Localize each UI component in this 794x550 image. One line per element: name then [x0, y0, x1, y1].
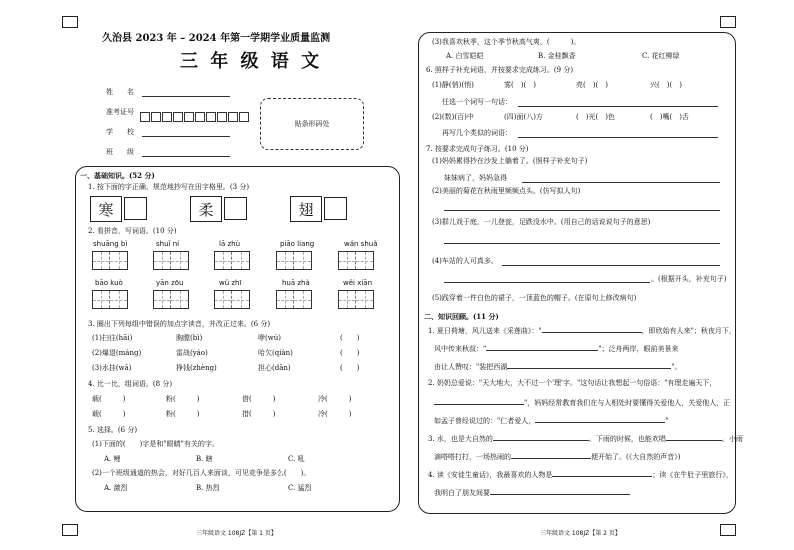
answer-line[interactable]: [444, 210, 720, 211]
k3-text: 3. 水，也是大自然的 。下雨的时候，也能欢唱 。小雨: [428, 435, 743, 443]
page-footer: 三年级语文 108JZ【第 1 页】: [196, 530, 277, 537]
q4-item[interactable]: 载( ): [92, 410, 126, 418]
k4-text: 4. 读《安徒生童话》，我最喜欢的人物是 ；读《在牛肚子里旅行》，: [428, 471, 733, 479]
pinyin-label: piāo liang: [280, 240, 315, 248]
k4-text: 我明白了朋友间要: [434, 487, 630, 498]
q4-item[interactable]: 措( ): [242, 410, 276, 418]
q5-sub1: (1)下面的( )字是和"眼睛"有关的字。: [92, 440, 219, 448]
q3-answer[interactable]: ( ): [340, 349, 360, 357]
q3-item: 雷战(yáo): [176, 349, 208, 357]
k1-text: 1. 夏日荷塘，风儿送来《采莲曲》：" ，即欣始有人来"；秋夜月下，: [428, 327, 736, 335]
pinyin-writing-grid[interactable]: [153, 251, 189, 270]
registration-mark: [62, 16, 78, 28]
q6-item: (2)(数)(百)中: [432, 113, 474, 121]
q4-item[interactable]: 冷( ): [318, 410, 352, 418]
registration-mark: [720, 524, 736, 536]
option[interactable]: C. 吼: [288, 455, 305, 463]
write-box[interactable]: [324, 197, 347, 220]
q3-item: (3)水挂(wā): [92, 364, 132, 372]
exam-id-label: 准考证号: [106, 108, 134, 116]
answer-line[interactable]: [518, 137, 718, 138]
school-label: 学 校: [106, 128, 134, 136]
q2-prompt: 2. 看拼音，写词语。(10 分): [88, 227, 177, 235]
q4-item[interactable]: 冷( ): [318, 395, 352, 403]
option[interactable]: A. 白雪皑皑: [446, 52, 484, 60]
model-char-box: 寒: [90, 196, 122, 222]
exam-subtitle: 久治县 2023 年 – 2024 年第一学期学业质量监测: [102, 33, 331, 44]
q3-prompt: 3. 圈出下列每组中错误的加点字读音，并改正过来。(6 分): [88, 320, 271, 328]
answer-line[interactable]: [518, 106, 718, 107]
class-label: 班 级: [106, 148, 134, 156]
q3-item: 咿(wú): [258, 334, 281, 342]
model-char-box: 翅: [290, 196, 322, 222]
q7-sub: (3)群儿戏于庭，一儿登瓮，足跌没水中。(用自己的话说说句子的意思): [432, 218, 651, 226]
pinyin-label: wěi xiān: [343, 279, 373, 287]
pinyin-writing-grid[interactable]: [214, 251, 250, 270]
pinyin-label: wǔ zhī: [219, 279, 242, 287]
option[interactable]: B. 热烈: [196, 484, 220, 492]
barcode-area: 贴条形码处: [260, 98, 364, 150]
k1-text: 由让人赞叹："装把西湖 "。: [434, 363, 682, 371]
q3-answer[interactable]: ( ): [340, 334, 360, 342]
registration-mark: [62, 524, 78, 536]
answer-line[interactable]: [444, 243, 720, 244]
pinyin-writing-grid[interactable]: [276, 290, 312, 309]
option[interactable]: B. 瞎: [196, 455, 213, 463]
q6-item[interactable]: 亮( )( ): [576, 81, 608, 89]
pinyin-writing-grid[interactable]: [214, 290, 250, 309]
q7-sub: (5)践穿着一件白色的裙子，一顶蓝色的帽子。(在原句上修改病句): [432, 294, 637, 302]
section1-heading: 一、基础知识。(52 分): [80, 171, 155, 180]
q6-item: (四)面(八)方: [504, 113, 543, 121]
q4-item[interactable]: 粉( ): [166, 395, 200, 403]
k2-text: 如孟子曾经说过的："仁者爱人， ": [434, 417, 669, 425]
q4-prompt: 4. 比一比，组词语。(8 分): [88, 380, 173, 388]
q6-item[interactable]: 雾( )( ): [504, 81, 536, 89]
q5-sub2: (2)一个班级通道的热会，对好几百人来面谈，可见竞争是多么( )。: [92, 469, 311, 477]
option[interactable]: A. 激烈: [104, 484, 128, 492]
q7-prompt: 7. 按要求完成句子练习。(10 分): [426, 145, 529, 153]
class-field[interactable]: [142, 156, 230, 157]
pinyin-label: huā zhà: [282, 279, 310, 287]
model-char-box: 柔: [190, 196, 222, 222]
k3-text: 滴嗒嗒打打，一场热闹的 便开始了。(《大自然的声音》): [434, 453, 681, 461]
answer-line[interactable]: [444, 282, 650, 283]
q3-item: (1)扫往(hāi): [92, 334, 133, 342]
pinyin-label: shuǐ ní: [156, 240, 180, 248]
option[interactable]: A. 鲤: [104, 455, 121, 463]
q3-item: (2)爆退(máng): [92, 349, 142, 357]
q6-item[interactable]: ( )光( )色: [576, 113, 615, 121]
pinyin-writing-grid[interactable]: [338, 251, 374, 270]
q1-prompt: 1. 按下面的字正确、规范地抄写在田字格里。(3 分): [88, 183, 250, 191]
pinyin-label: lā zhù: [219, 240, 241, 248]
page-title: 三 年 级 语 文: [180, 51, 323, 72]
q6-item[interactable]: ( )嘴( )舌: [650, 113, 689, 121]
q6-item[interactable]: 兴( )( ): [650, 81, 682, 89]
q7-sub: (4)车站的人可真多。: [432, 257, 498, 265]
pinyin-label: yān zōu: [156, 279, 184, 287]
pinyin-label: wán shuǎ: [344, 240, 378, 248]
pinyin-writing-grid[interactable]: [276, 251, 312, 270]
q7-sub-start: 妹妹病了，妈妈急得: [444, 174, 507, 182]
q5-prompt: 5. 选择。(6 分): [88, 426, 138, 434]
q4-item[interactable]: 粉( ): [166, 410, 200, 418]
pinyin-writing-grid[interactable]: [338, 290, 374, 309]
answer-line[interactable]: [502, 265, 720, 266]
q6-task: 任选一个词写一句话：: [442, 98, 512, 106]
q3-item: 哈欠(qiàn): [258, 349, 293, 357]
write-box[interactable]: [124, 197, 147, 220]
q6-item: (1)静(悄)(悄): [432, 81, 474, 89]
page-footer: 三年级语文 108JZ【第 2 页】: [540, 530, 621, 537]
registration-mark: [720, 16, 736, 28]
q7-sub: (2)美丽的菊花在秋雨里频频点头。(仿写拟人句): [432, 187, 581, 195]
q7-hint: 。(根据开头，补充句子): [651, 275, 727, 283]
q4-item[interactable]: 载( ): [92, 395, 126, 403]
section2-heading: 二、知识回顾。(11 分): [424, 312, 499, 321]
name-label: 姓 名: [106, 88, 134, 96]
write-box[interactable]: [224, 197, 247, 220]
q3-answer[interactable]: ( ): [340, 364, 360, 372]
q3-item: 胸膛(bì): [176, 334, 203, 342]
pinyin-label: shuāng bì: [93, 240, 128, 248]
name-field[interactable]: [142, 96, 230, 97]
pinyin-writing-grid[interactable]: [92, 290, 128, 309]
r3-sentence: (3)我喜欢秋季，这个季节秋高气爽，( )。: [432, 38, 581, 46]
school-field[interactable]: [142, 136, 230, 137]
option[interactable]: B. 金桂飘香: [538, 52, 576, 60]
pinyin-writing-grid[interactable]: [92, 251, 128, 270]
q7-sub: (1)妈妈累得抄在沙发上躺着了。(照样子补充句子): [432, 157, 588, 165]
option[interactable]: C. 花红柳绿: [642, 52, 680, 60]
k2-text: "，妈妈经常教育我们在与人相处时要懂得关爱他人，关爱他人，正: [434, 397, 730, 408]
q6-prompt: 6. 照样子补充词语，并按要求完成练习。(9 分): [426, 66, 574, 74]
answer-line[interactable]: [522, 182, 720, 183]
exam-id-boxes[interactable]: [140, 106, 250, 125]
option[interactable]: C. 猛烈: [288, 484, 312, 492]
k2-text: 2. 奶奶总爱说："天大地大，大不过一个'理'字。"这句话让我想起一句俗语："有理走遍天下，: [428, 379, 717, 387]
pinyin-label: bāo kuò: [95, 279, 123, 287]
q6-task: 再写几个类似的词语：: [442, 129, 512, 137]
q3-item: 挣钱(zhèng): [176, 364, 217, 372]
k1-text: 风中传来秋叔：" "；泛舟两岸，眼前美景来: [434, 345, 679, 353]
q3-item: 担心(dān): [258, 364, 291, 372]
pinyin-writing-grid[interactable]: [153, 290, 189, 309]
q4-item[interactable]: 借( ): [242, 395, 276, 403]
